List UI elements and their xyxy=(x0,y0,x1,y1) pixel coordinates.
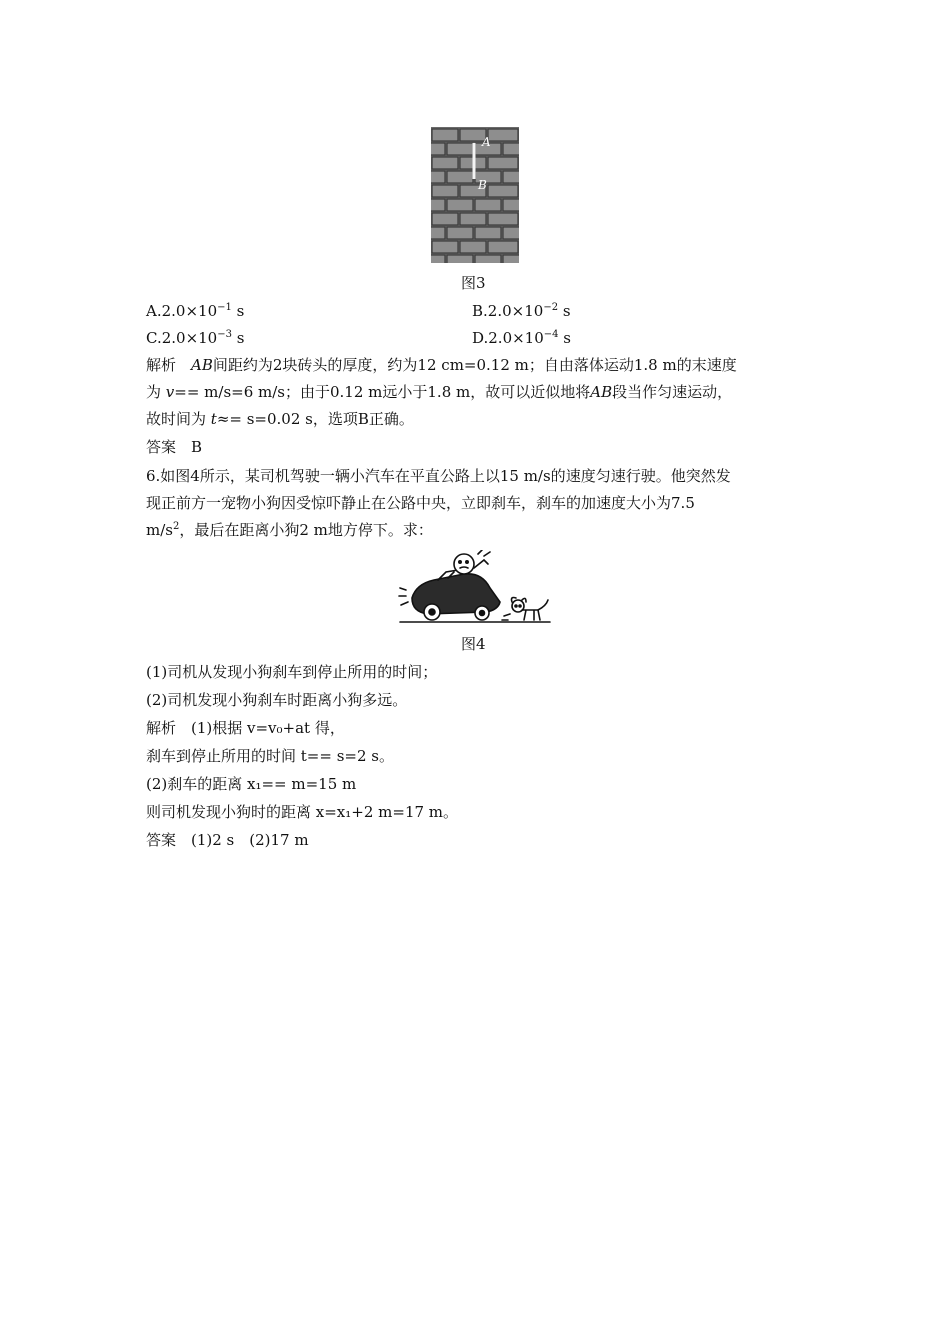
q6-subquestion-1: (1)司机从发现小狗刹车到停止所用的时间； xyxy=(146,663,438,681)
figure-4-caption: 图4 xyxy=(461,635,486,653)
option-b: $B.2.0\times 10^{-2}$ s xyxy=(472,302,571,320)
q6-analysis-line-2: 刹车到停止所用的时间 t== s=2 s。 xyxy=(146,747,394,765)
q6-analysis-line-1: 解析 (1)根据 v=v₀+at 得， xyxy=(146,719,345,737)
q6-answer: 答案 (1)2 s (2)17 m xyxy=(146,831,309,849)
q5-answer: 答案 B xyxy=(146,438,203,456)
q6-subquestion-2: (2)司机发现小狗刹车时距离小狗多远。 xyxy=(146,691,408,709)
q6-analysis-line-3: (2)刹车的距离 x₁== m=15 m xyxy=(146,775,357,793)
label-b: B xyxy=(478,178,487,192)
q5-analysis-line-3: 故时间为 t≈= s=0.02 s，选项B正确。 xyxy=(146,410,414,428)
option-a: $A.2.0\times 10^{-1}$ s xyxy=(146,302,245,320)
q6-analysis-line-4: 则司机发现小狗时的距离 x=x₁+2 m=17 m。 xyxy=(146,803,459,821)
label-a: A xyxy=(482,135,491,149)
figure-3-caption: 图3 xyxy=(461,274,486,292)
option-d: $D.2.0\times 10^{-4}$ s xyxy=(472,329,571,347)
car-dog-figure xyxy=(398,550,554,626)
car-dog-cartoon xyxy=(398,550,554,626)
brick-wall-figure xyxy=(431,127,519,263)
brick-wall-image xyxy=(431,127,519,263)
q6-stem-line-3: $m/s^2$，最后在距离小狗2 m地方停下。求： xyxy=(146,521,433,539)
q5-analysis-line-1: 解析 AB间距约为2块砖头的厚度，约为12 cm=0.12 m；自由落体运动1.8 m的末速度 xyxy=(146,356,737,374)
option-c: $C.2.0\times 10^{-3}$ s xyxy=(146,329,245,347)
q6-stem-line-2: 现正前方一宠物小狗因受惊吓静止在公路中央，立即刹车，刹车的加速度大小为7.5 xyxy=(146,494,695,512)
q6-stem-line-1: 6.如图4所示，某司机驾驶一辆小汽车在平直公路上以15 m/s的速度匀速行驶。他突然发 xyxy=(146,467,731,485)
q5-analysis-line-2: 为 v== m/s=6 m/s；由于0.12 m远小于1.8 m，故可以近似地将AB段当作匀速运动， xyxy=(146,383,733,401)
